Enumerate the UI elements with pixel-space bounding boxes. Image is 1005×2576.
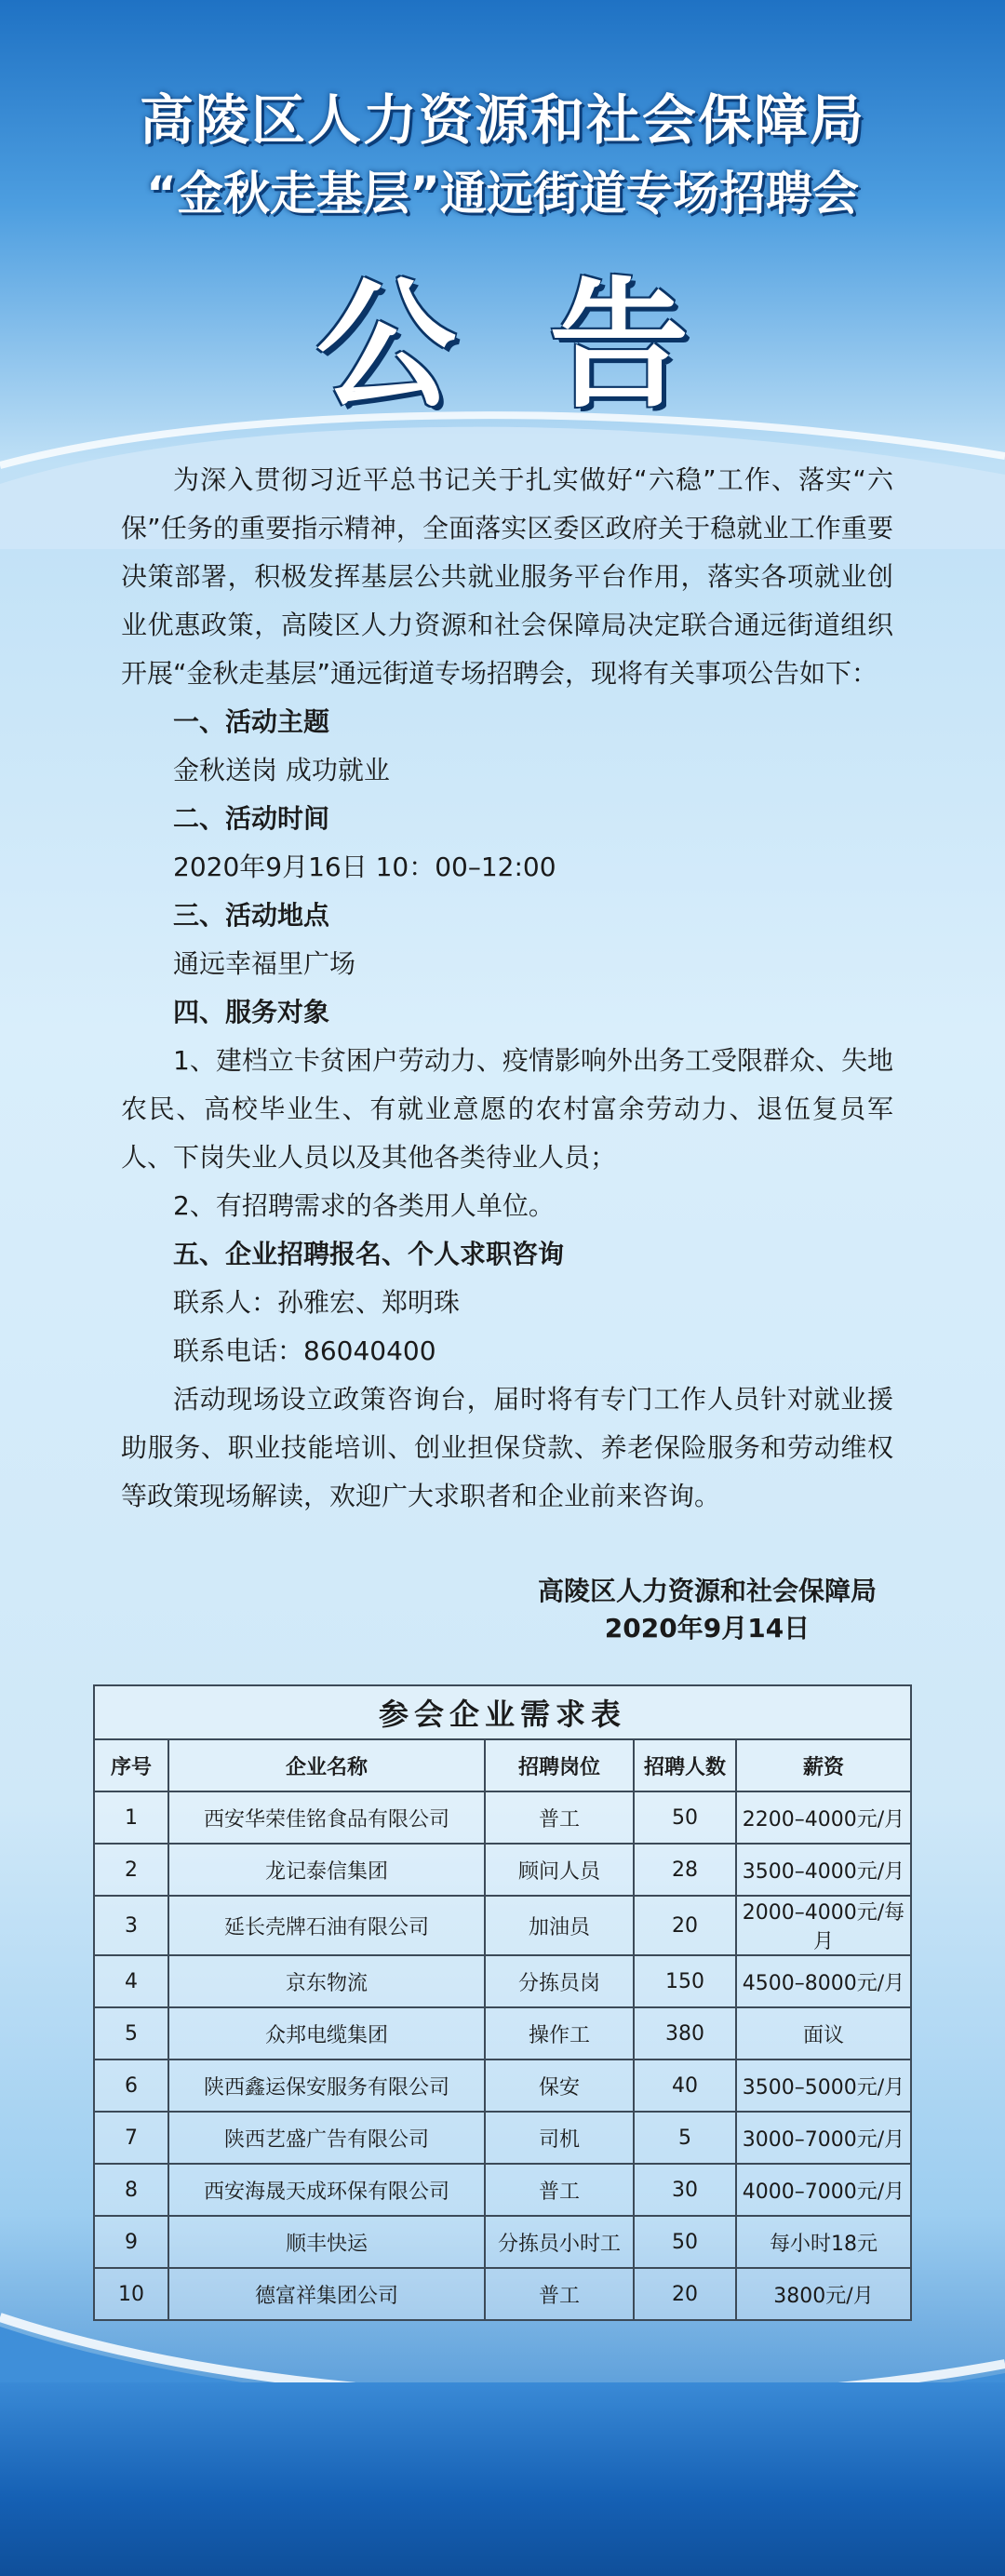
cell-index: 6	[94, 2059, 168, 2112]
cell-index: 2	[94, 1844, 168, 1896]
cell-index: 4	[94, 1955, 168, 2007]
cell-count: 28	[634, 1844, 736, 1896]
section-heading-audience: 四、服务对象	[173, 997, 330, 1027]
cell-position: 普工	[485, 2268, 634, 2320]
poster-subtitle: “金秋走基层”通远街道专场招聘会	[146, 167, 859, 221]
col-header-position: 招聘岗位	[485, 1739, 634, 1791]
cell-salary: 3500–4000元/月	[736, 1844, 911, 1896]
cell-position: 普工	[485, 1791, 634, 1844]
cell-count: 380	[634, 2007, 736, 2059]
table-row	[94, 1791, 911, 1844]
cell-salary: 4000–7000元/月	[736, 2164, 911, 2216]
cell-company: 京东物流	[168, 1955, 485, 2007]
table-row	[94, 1955, 911, 2007]
announcement-body	[121, 456, 893, 1521]
location-text: 通远幸福里广场	[173, 948, 356, 979]
table-row	[94, 2007, 911, 2059]
cell-salary: 2000–4000元/每月	[736, 1896, 911, 1955]
audience-item-2: 2、有招聘需求的各类用人单位。	[173, 1190, 555, 1221]
table-row	[94, 2059, 911, 2112]
signature-block	[502, 1573, 912, 1647]
section-heading-contact: 五、企业招聘报名、个人求职咨询	[173, 1239, 565, 1269]
signature-date: 2020年9月14日	[604, 1613, 811, 1644]
cell-company: 德富祥集团公司	[168, 2268, 485, 2320]
cell-salary: 面议	[736, 2007, 911, 2059]
cell-position: 司机	[485, 2112, 634, 2164]
cell-count: 50	[634, 1791, 736, 1844]
enterprise-demand-table	[93, 1684, 912, 2321]
cell-position: 顾问人员	[485, 1844, 634, 1896]
contact-person: 联系人：孙雅宏、郑明珠	[173, 1287, 461, 1318]
theme-text: 金秋送岗 成功就业	[173, 755, 390, 785]
section-heading-theme: 一、活动主题	[173, 706, 330, 737]
signature-org: 高陵区人力资源和社会保障局	[537, 1576, 877, 1606]
intro-paragraph: 为深入贯彻习近平总书记关于扎实做好“六稳”工作、落实“六保”任务的重要指示精神，全面落实区委区政府关于稳就业工作重要决策部署，积极发挥基层公共就业服务平台作用，落实各项就业创业优惠政策，高陵区人力资源和社会保障局决定联合通远街道组织开展“金秋走基层”通远街道专场招聘会，现将有关事项公告如下：	[121, 464, 893, 689]
cell-company: 龙记泰信集团	[168, 1844, 485, 1896]
cell-salary: 4500–8000元/月	[736, 1955, 911, 2007]
cell-salary: 3000–7000元/月	[736, 2112, 911, 2164]
cell-company: 陕西鑫运保安服务有限公司	[168, 2059, 485, 2112]
cell-index: 8	[94, 2164, 168, 2216]
cell-company: 顺丰快运	[168, 2216, 485, 2268]
cell-count: 150	[634, 1955, 736, 2007]
table-row	[94, 2164, 911, 2216]
cell-position: 加油员	[485, 1896, 634, 1955]
closing-paragraph: 活动现场设立政策咨询台，届时将有专门工作人员针对就业援助服务、职业技能培训、创业担保贷款、养老保险服务和劳动维权等政策现场解读，欢迎广大求职者和企业前来咨询。	[121, 1384, 893, 1511]
table-row	[94, 1844, 911, 1896]
table-body	[94, 1791, 911, 2320]
cell-position: 普工	[485, 2164, 634, 2216]
cell-company: 陕西艺盛广告有限公司	[168, 2112, 485, 2164]
cell-index: 5	[94, 2007, 168, 2059]
cell-index: 10	[94, 2268, 168, 2320]
table-row	[94, 2216, 911, 2268]
cell-count: 20	[634, 1896, 736, 1955]
cell-company: 延长壳牌石油有限公司	[168, 1896, 485, 1955]
cell-count: 30	[634, 2164, 736, 2216]
table-header-row	[94, 1739, 911, 1791]
cell-company: 众邦电缆集团	[168, 2007, 485, 2059]
announcement-heading: 公告	[315, 265, 782, 427]
table-title: 参会企业需求表	[94, 1685, 911, 1739]
cell-position: 操作工	[485, 2007, 634, 2059]
cell-salary: 3500–5000元/月	[736, 2059, 911, 2112]
col-header-count: 招聘人数	[634, 1739, 736, 1791]
cell-company: 西安海晟天成环保有限公司	[168, 2164, 485, 2216]
cell-salary: 每小时18元	[736, 2216, 911, 2268]
cell-salary: 3800元/月	[736, 2268, 911, 2320]
cell-index: 1	[94, 1791, 168, 1844]
cell-position: 分拣员岗	[485, 1955, 634, 2007]
col-header-salary: 薪资	[736, 1739, 911, 1791]
footer-band	[0, 2382, 1005, 2576]
poster-title: 高陵区人力资源和社会保障局	[139, 88, 865, 152]
cell-company: 西安华荣佳铭食品有限公司	[168, 1791, 485, 1844]
cell-position: 分拣员小时工	[485, 2216, 634, 2268]
cell-index: 3	[94, 1896, 168, 1955]
cell-count: 5	[634, 2112, 736, 2164]
section-heading-location: 三、活动地点	[173, 900, 330, 931]
col-header-company: 企业名称	[168, 1739, 485, 1791]
cell-salary: 2200–4000元/月	[736, 1791, 911, 1844]
section-heading-time: 二、活动时间	[173, 803, 330, 834]
contact-phone: 联系电话：86040400	[173, 1335, 436, 1366]
time-text: 2020年9月16日 10：00–12:00	[173, 852, 556, 882]
cell-index: 7	[94, 2112, 168, 2164]
cell-count: 40	[634, 2059, 736, 2112]
audience-item-1: 1、建档立卡贫困户劳动力、疫情影响外出务工受限群众、失地农民、高校毕业生、有就业意愿的农村富余劳动力、退伍复员军人、下岗失业人员以及其他各类待业人员；	[121, 1045, 893, 1173]
cell-count: 20	[634, 2268, 736, 2320]
table-row	[94, 2112, 911, 2164]
cell-index: 9	[94, 2216, 168, 2268]
cell-position: 保安	[485, 2059, 634, 2112]
cell-count: 50	[634, 2216, 736, 2268]
col-header-index: 序号	[94, 1739, 168, 1791]
table-row	[94, 1896, 911, 1955]
